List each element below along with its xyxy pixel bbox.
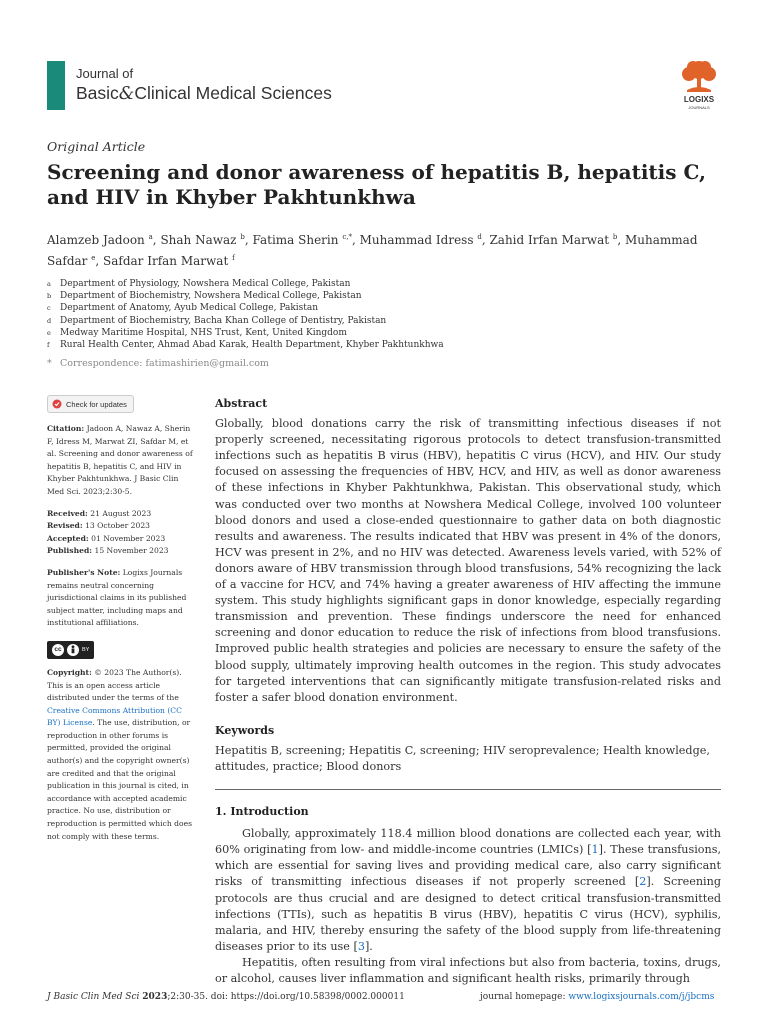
reference-link-3[interactable]: 3 [357, 939, 365, 953]
cc-by-label: BY [82, 646, 90, 653]
author-name: Shah Nawaz [160, 233, 237, 247]
footer-homepage: journal homepage: www.logixsjournals.com/j/jbcms [480, 992, 715, 1002]
citation-text: Jadoon A, Nawaz A, Sherin F, Idress M, Marwat ZI, Safdar M, et al. Screening and donor awareness of hepatitis B, hepatitis C, and HIV in Khyber Pakhtunkhwa. J Basic Clin Med Sci. 2023;2:30-5. [47, 424, 193, 496]
cc-icon: cc [52, 644, 64, 656]
date-value: 13 October 2023 [85, 521, 150, 531]
tree-icon [677, 58, 721, 114]
main-column [215, 396, 721, 987]
author-affiliation-mark: b [240, 233, 245, 241]
author-name: Muhammad Idress [359, 233, 474, 247]
author-name: Muhammad Safdar [47, 233, 698, 268]
publisher-note-block [47, 567, 197, 630]
date-value: 01 November 2023 [91, 533, 166, 543]
by-attribution-icon [67, 644, 79, 656]
check-updates-icon [52, 399, 62, 409]
affiliation-mark: c [47, 304, 51, 313]
journal-name-line1: Journal of [76, 66, 134, 81]
date-label: Published: [47, 546, 93, 556]
abstract-text: Globally, blood donations carry the risk of transmitting infectious diseases if not properly screened, necessitating rigorous protocols to detect transfusion-transmitted infections such as hepatitis B virus (HBV), hepatitis C virus (HCV), and HIV. Our study focused on assessing the frequencies of HBV, HCV, and HIV, as well as donor awareness of these infections in Khyber Pakhtunkhwa, Pakistan. This observational study, which was conducted over two months at Nowshera Medical College, involved 100 volunteer blood donors and used a close-ended questionnaire to gather data on both diagnostic results and awareness. The results indicated that HBV was present in 4% of the donors, HCV was present in 2%, and no HIV was detected. Awareness levels varied, with 52% of donors aware of HBV transmission through blood transfusions, 54% recognizing the lack of a vaccine for HCV, and 74% having a greater awareness of HIV affecting the immune system. This study highlights significant gaps in donor knowledge, especially regarding transmission and prevention. These findings underscore the need for enhanced screening and donor education to reduce the risk of infections from blood transfusions. Improved public health strategies and policies are necessary to ensure the safety of the blood supply, ultimately improving health outcomes in the region. This study advocates for targeted interventions that can significantly mitigate transfusion-related risks and foster a safer blood donation environment. [215, 417, 721, 704]
author-list: Alamzeb Jadoon $^a$, Shah Nawaz $^b$, Fatima Sherin $^{c,*}$, Muhammad Idress $^d$, Zahid Irfan Marwat $^b$, Muhammad Safdar $^e$, Safdar Irfan Marwat $^f$ [47, 233, 698, 268]
author-affiliation-mark: b [612, 233, 618, 241]
date-label: Accepted: [47, 533, 89, 543]
affiliation-mark: d [47, 316, 52, 325]
check-for-updates-label: Check for updates [66, 399, 127, 409]
publisher-name: LOGIXS [683, 95, 715, 104]
reference-link-1[interactable]: 1 [591, 843, 599, 857]
citation-label: Citation: [47, 424, 85, 433]
affiliation-item [47, 278, 727, 290]
article-type: Original Article [47, 139, 146, 154]
reference-link-2[interactable]: 2 [639, 875, 647, 889]
copyright-text-2: . The use, distribution, or reproduction in other forums is permitted, provided the original author(s) and the copyright owner(s) are credited and that the original publication in this journal is cited, in accordance with accepted academic practice. No use, distribution or reproduction is permitted which does not comply with these terms. [47, 718, 192, 841]
copyright-label: Copyright: [47, 667, 92, 677]
journal-accent-bar [47, 61, 65, 110]
section-divider [215, 789, 721, 790]
affiliation-list [47, 278, 727, 351]
author-affiliation-mark: f [232, 254, 235, 262]
author-affiliation-mark: e [91, 254, 96, 262]
cc-license-badge[interactable] [47, 641, 94, 659]
affiliation-item [47, 315, 727, 327]
author-name: Safdar Irfan Marwat [103, 254, 229, 268]
intro-paragraph-2: Hepatitis, often resulting from viral infections but also from bacteria, toxins, drugs, or alcohol, causes liver inflammation and significant health risks, primarily through [215, 955, 721, 985]
affiliation-mark: e [47, 328, 51, 337]
affiliation-text: Rural Health Center, Ahmad Abad Karak, Health Department, Khyber Pakhtunkhwa [60, 340, 444, 351]
affiliation-text: Department of Anatomy, Ayub Medical College, Pakistan [60, 303, 319, 314]
introduction-heading: 1. Introduction [215, 805, 309, 819]
affiliation-mark: b [47, 292, 52, 301]
author-affiliation-mark: d [477, 233, 482, 241]
author-name: Zahid Irfan Marwat [489, 233, 610, 247]
abstract-heading: Abstract [215, 397, 268, 410]
date-label: Revised: [47, 521, 83, 531]
copyright-block [47, 667, 197, 843]
keywords-text: Hepatitis B, screening; Hepatitis C, screening; HIV seroprevalence; Health knowledge, attitudes, practice; Blood donors [215, 743, 710, 773]
journal-name-line2: Basic&Clinical Medical Sciences [76, 83, 332, 104]
journal-homepage-link[interactable]: www.logixsjournals.com/j/jbcms [568, 992, 715, 1002]
date-value: 15 November 2023 [94, 546, 169, 556]
footer-citation: J Basic Clin Med Sci 2023;2:30-35. doi: https://doi.org/10.58398/0002.000011 [47, 992, 405, 1002]
publisher-note-label: Publisher's Note: [47, 567, 121, 577]
affiliation-item [47, 302, 727, 314]
cc-license-link[interactable]: Creative Commons Attribution (CC BY) License [47, 705, 182, 728]
affiliation-mark: a [47, 280, 51, 288]
affiliation-text: Medway Maritime Hospital, NHS Trust, Kent, United Kingdom [60, 327, 347, 338]
citation-block [47, 423, 197, 499]
author-affiliation-mark: a [148, 233, 153, 241]
sidebar [47, 423, 197, 852]
affiliation-item [47, 290, 727, 302]
article-title: Screening and donor awareness of hepatitis B, hepatitis C, and HIV in Khyber Pakhtunkhwa [47, 160, 707, 209]
keywords-heading: Keywords [215, 723, 275, 737]
dates-block [47, 508, 197, 558]
correspondence-email[interactable]: Correspondence: fatimashirien@gmail.com [60, 358, 269, 369]
author-name: Alamzeb Jadoon [47, 233, 145, 247]
affiliation-text: Department of Biochemistry, Nowshera Medical College, Pakistan [60, 291, 362, 302]
publisher-logo [677, 58, 721, 114]
affiliation-mark: f [47, 341, 50, 350]
publisher-sub: JOURNALS [688, 105, 710, 110]
correspondence [47, 358, 269, 369]
affiliation-item [47, 339, 727, 351]
check-for-updates-button[interactable] [47, 395, 134, 413]
intro-paragraph-1: Globally, approximately 118.4 million blood donations are collected each year, with 60% originating from low- and middle-income countries (LMICs) [1]. These transfusions, which are essential for saving lives and providing medical care, also carry significant risks of transmitting infectious diseases if not properly screened [2]. Screening protocols are thus crucial and are designed to detect critical transfusion-transmitted infections (TTIs), such as hepatitis B virus (HBV), hepatitis C virus (HCV), syphilis, malaria, and HIV, thereby ensuring the safety of the blood supply from life-threatening diseases prior to its use [3]. [215, 827, 722, 953]
date-label: Received: [47, 508, 88, 518]
copyright-text-1: © 2023 The Author(s). This is an open access article distributed under the terms of the [47, 667, 182, 703]
correspondence-mark: * [47, 358, 52, 369]
affiliation-text: Department of Physiology, Nowshera Medical College, Pakistan [60, 279, 351, 289]
author-name: Fatima Sherin [252, 233, 339, 247]
publisher-note-text: Logixs Journals remains neutral concerning jurisdictional claims in its published subject matter, including maps and institutional affiliations. [47, 567, 187, 628]
affiliation-item [47, 327, 727, 339]
author-affiliation-mark: c,* [342, 233, 352, 241]
date-value: 21 August 2023 [90, 508, 152, 518]
affiliation-text: Department of Biochemistry, Bacha Khan College of Dentistry, Pakistan [60, 315, 387, 326]
